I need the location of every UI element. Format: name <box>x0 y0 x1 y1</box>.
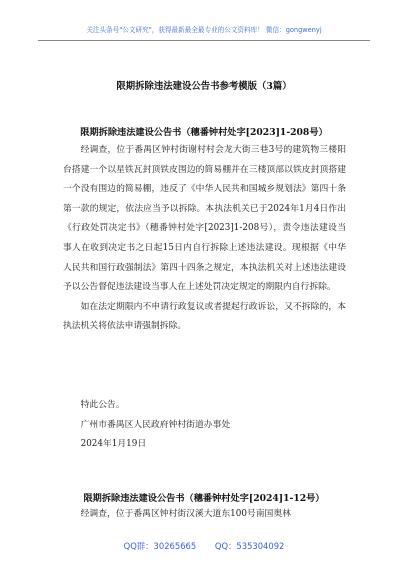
document-title: 限期拆除违法建设公告书参考模版（3篇） <box>116 81 292 92</box>
notice-1-sign-block <box>63 396 346 455</box>
notice-1-paragraph-1: 经调查，位于番禺区钟村街谢村村会龙大街三巷3号的建筑物三楼阳台搭建一个以星铁瓦封顶铁皮围边的简易棚并在三楼顶部以铁皮封顶搭建一个没有围边的简易棚，违反了《中华人民共和国城乡规划法》第四十条第一款的规定，依法应当予以拆除。本执法机关已于2024年1月4日作出《行政处罚决定书》（穗番钟村处字[2023]1-208号），责令违法建设当事人在收到决定书之日起15日内自行拆除上述违法建设。现根据《中华人民共和国行政强制法》第四十四条之规定，本执法机关对上述违法建设予以公告督促违法建设当事人在上述处罚决定规定的期限内自行拆除。 <box>63 145 346 293</box>
footer-contact <box>0 540 408 552</box>
notice-2-title: 限期拆除违法建设公告书（穗番钟村处字[2024]1-12号） <box>83 493 325 504</box>
notice-1-body <box>63 141 346 337</box>
footer-qq-group: QQ群：30265665 <box>123 541 197 551</box>
footer-qq: QQ：535304092 <box>214 541 285 551</box>
notice-1-date: 2024年1月19日 <box>80 439 147 450</box>
notice-1-issuer: 广州市番禺区人民政府钟村街道办事处 <box>80 419 231 430</box>
notice-1-closing: 特此公告。 <box>80 400 125 410</box>
header-divider <box>38 40 370 41</box>
header-banner: 关注头条号"公文研究"，获得最新最全最专业的公文资料库！ 微信：gongwenyj <box>86 26 322 34</box>
notice-2-body <box>63 505 346 525</box>
notice-1-paragraph-2: 如在法定期限内不申请行政复议或者提起行政诉讼，又不拆除的，本执法机关将依法申请强制拆除。 <box>63 301 346 332</box>
notice-1-title: 限期拆除违法建设公告书（穗番钟村处字[2023]1-208号） <box>80 127 328 138</box>
notice-2-paragraph-1: 经调查，位于番禺区钟村街汉溪大道东100号南国奥林 <box>80 509 291 519</box>
